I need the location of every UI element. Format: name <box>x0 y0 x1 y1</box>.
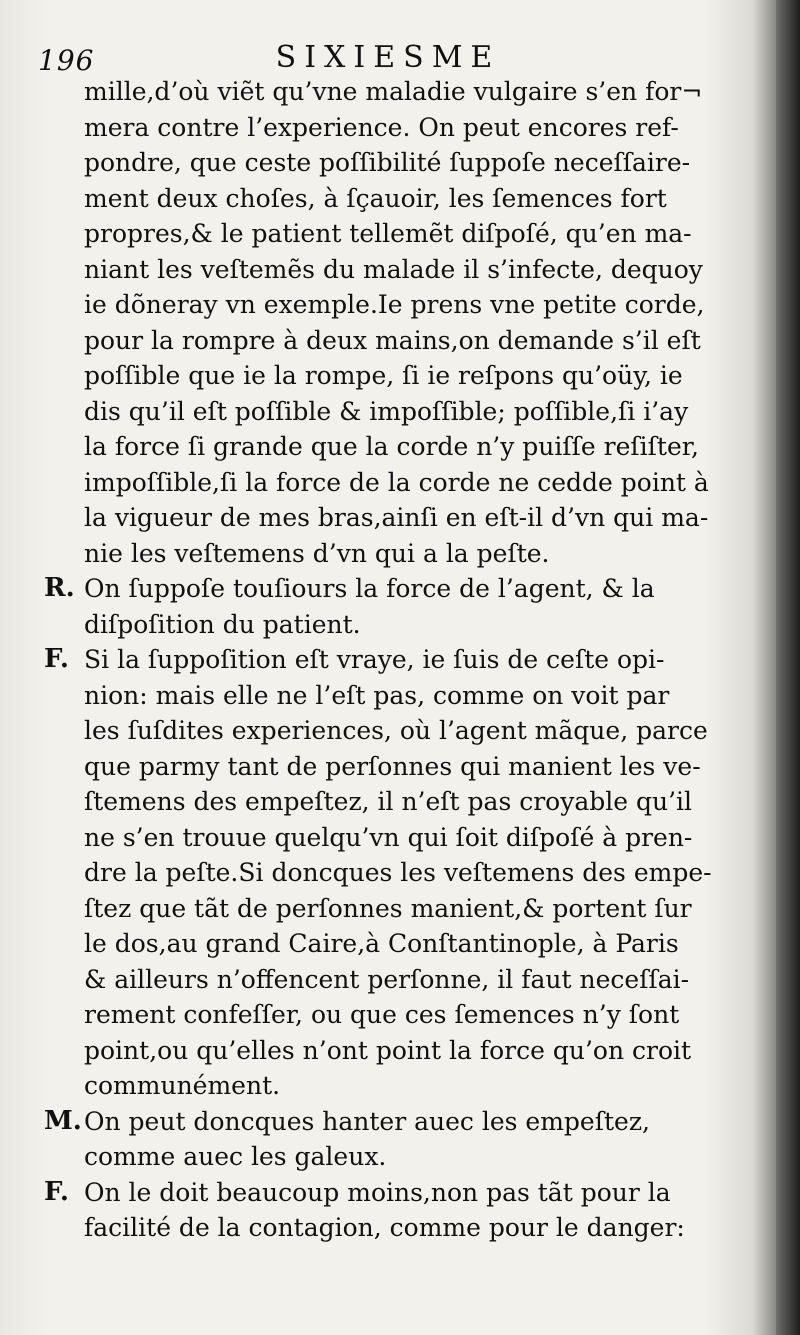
line-text: diſpoſition du patient. <box>84 609 361 639</box>
line-text: On le doit beaucoup moins,non pas tãt pour la <box>84 1177 671 1207</box>
text-line <box>36 926 760 962</box>
text-line <box>36 216 760 252</box>
line-text: propres,& le patient tellemẽt diſpoſé, qu’en ma- <box>84 219 692 248</box>
speaker-marker: R. <box>44 573 75 603</box>
line-text: & ailleurs n’offencent perſonne, il faut neceſſai- <box>84 964 690 994</box>
text-line <box>36 500 760 536</box>
body-text <box>36 74 760 1246</box>
text-line <box>36 713 760 749</box>
text-line <box>36 1068 760 1104</box>
line-text: les ſuſdites experiences, où l’agent mãque, parce <box>84 716 708 745</box>
line-text: niant les veſtemẽs du malade il s’infecte, dequoy <box>84 254 703 284</box>
text-line <box>36 252 760 288</box>
line-text: ie dõneray vn exemple.Ie prens vne petite corde, <box>84 290 705 319</box>
line-text: mille,d’où viẽt qu’vne maladie vulgaire s’en for¬ <box>84 77 703 106</box>
line-text: dis qu’il eſt poſſible & impoſſible; poſſible,ſi i’ay <box>84 396 689 426</box>
text-line <box>36 820 760 856</box>
text-line <box>36 465 760 501</box>
line-text: ſtemens des empeſtez, il n’eſt pas croyable qu’il <box>84 787 693 816</box>
text-line <box>36 394 760 430</box>
text-line <box>36 571 760 607</box>
line-text: pondre, que ceste poſſibilité ſuppoſe neceſſaire- <box>84 148 691 177</box>
line-text: ne s’en trouue quelqu’vn qui ſoit diſpoſé à pren- <box>84 822 693 852</box>
text-line <box>36 358 760 394</box>
line-text: nion: mais elle ne l’eſt pas, comme on voit par <box>84 680 670 710</box>
line-text: ſtez que tãt de perſonnes manient,& portent ſur <box>84 893 692 923</box>
running-head: SIXIESME <box>275 40 501 75</box>
line-text: communément. <box>84 1071 281 1100</box>
text-line <box>36 323 760 359</box>
line-text: point,ou qu’elles n’ont point la force qu’on croit <box>84 1035 692 1065</box>
line-text: On ſuppoſe touſiours la force de l’agent, & la <box>84 574 655 603</box>
line-text: que parmy tant de perſonnes qui manient les ve- <box>84 751 701 781</box>
text-line <box>36 678 760 714</box>
line-text: On peut doncques hanter auec les empeſtez, <box>84 1106 650 1136</box>
line-text: le dos,au grand Caire,à Conſtantinople, à Paris <box>84 929 679 958</box>
line-text: dre la peſte.Si doncques les veſtemens des empe- <box>84 858 712 887</box>
text-line <box>36 74 760 110</box>
line-text: Si la ſuppoſition eſt vraye, ie ſuis de ceſte opi- <box>84 645 665 674</box>
text-line <box>36 1139 760 1175</box>
line-text: ment deux choſes, à ſçauoir, les ſemences fort <box>84 183 667 213</box>
line-text: facilité de la contagion, comme pour le danger: <box>84 1213 685 1242</box>
text-line <box>36 855 760 891</box>
text-line <box>36 642 760 678</box>
line-text: comme auec les galeux. <box>84 1142 387 1171</box>
text-line <box>36 962 760 998</box>
text-line <box>36 145 760 181</box>
text-line <box>36 1210 760 1246</box>
line-text: impoſſible,ſi la force de la corde ne cedde point à <box>84 467 709 497</box>
text-line <box>36 1175 760 1211</box>
line-text: pour la rompre à deux mains,on demande s’il eſt <box>84 325 701 355</box>
line-text: rement confeſſer, ou que ces ſemences n’y ſont <box>84 1000 680 1029</box>
text-line <box>36 429 760 465</box>
text-line <box>36 997 760 1033</box>
speaker-marker: F. <box>44 644 69 674</box>
text-line <box>36 536 760 572</box>
text-line <box>36 1033 760 1069</box>
line-text: nie les veſtemens d’vn qui a la peſte. <box>84 538 550 568</box>
text-line <box>36 110 760 146</box>
page-number: 196 <box>38 44 95 77</box>
text-line <box>36 891 760 927</box>
speaker-marker: M. <box>44 1105 82 1136</box>
speaker-marker: F. <box>44 1176 69 1207</box>
text-line <box>36 607 760 643</box>
line-text: la force ſi grande que la corde n’y puiſſe reſiſter, <box>84 432 699 461</box>
page-gutter-shadow <box>776 0 800 1335</box>
line-text: la vigueur de mes bras,ainſi en eſt-il d’vn qui ma- <box>84 503 709 532</box>
text-line <box>36 287 760 323</box>
line-text: poſſible que ie la rompe, ſi ie reſpons qu’oüy, ie <box>84 361 683 390</box>
text-line <box>36 784 760 820</box>
text-line <box>36 1104 760 1140</box>
text-line <box>36 749 760 785</box>
line-text: mera contre l’experience. On peut encores ref- <box>84 112 679 142</box>
text-line <box>36 181 760 217</box>
